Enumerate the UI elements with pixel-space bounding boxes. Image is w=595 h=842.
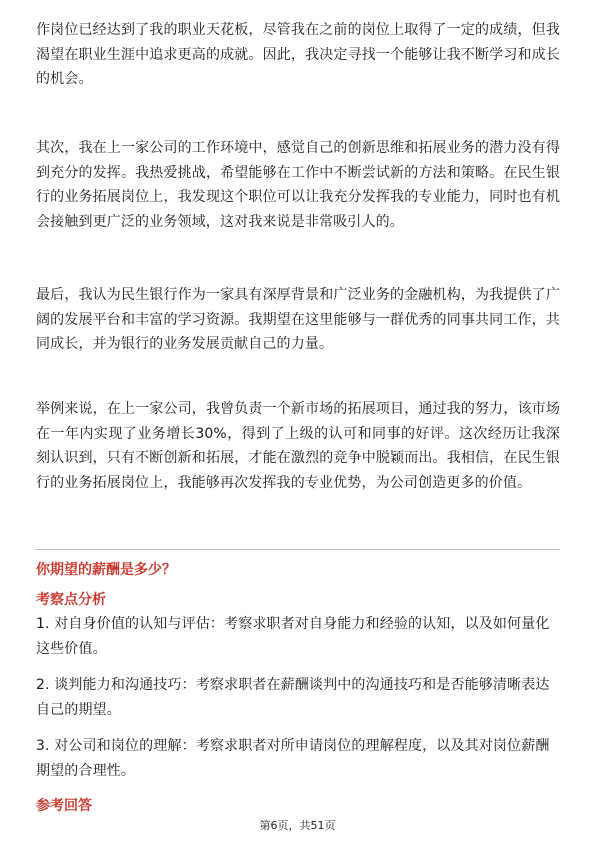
- paragraph-2: 其次，我在上一家公司的工作环境中，感觉自己的创新思维和拓展业务的潜力没有得到充分的发挥。我热爱挑战，希望能够在工作中不断尝试新的方法和策略。在民生银行的业务拓展岗位上，我发现这个职位可以让我充分发挥我的专业能力，同时也有机会接触到更广泛的业务领域，这对我来说是非常吸引人的。: [36, 140, 560, 230]
- reference-answer-heading: 参考回答: [36, 798, 92, 814]
- paragraph-3: 最后，我认为民生银行作为一家具有深厚背景和广泛业务的金融机构，为我提供了广阔的发展平台和丰富的学习资源。我期望在这里能够与一群优秀的同事共同工作，共同成长，并为银行的业务发展贡献自己的力量。: [36, 287, 560, 352]
- analysis-heading: 考察点分析: [36, 592, 106, 608]
- analysis-item-1: 1. 对自身价值的认知与评估：考察求职者对自身能力和经验的认知，以及如何量化这些价值。: [36, 616, 550, 657]
- section-divider: [36, 549, 560, 550]
- paragraph-4: 举例来说，在上一家公司，我曾负责一个新市场的拓展项目，通过我的努力，该市场在一年内实现了业务增长30%，得到了上级的认可和同事的好评。这次经历让我深刻认识到，只有不断创新和拓展，才能在激烈的竞争中脱颖而出。我相信，在民生银行的业务拓展岗位上，我能够再次发挥我的专业优势，为公司创造更多的价值。: [36, 401, 560, 491]
- analysis-item-2: 2. 谈判能力和沟通技巧：考察求职者在薪酬谈判中的沟通技巧和是否能够清晰表达自己的期望。: [36, 677, 550, 718]
- paragraph-1: 作岗位已经达到了我的职业天花板，尽管我在之前的岗位上取得了一定的成绩，但我渴望在职业生涯中追求更高的成就。因此，我决定寻找一个能够让我不断学习和成长的机会。: [36, 22, 560, 87]
- page-number-footer: 第6页，共51页: [259, 819, 336, 832]
- question-heading: 你期望的薪酬是多少？: [36, 562, 176, 578]
- analysis-item-3: 3. 对公司和岗位的理解：考察求职者对所申请岗位的理解程度，以及其对岗位薪酬期望的合理性。: [36, 738, 550, 779]
